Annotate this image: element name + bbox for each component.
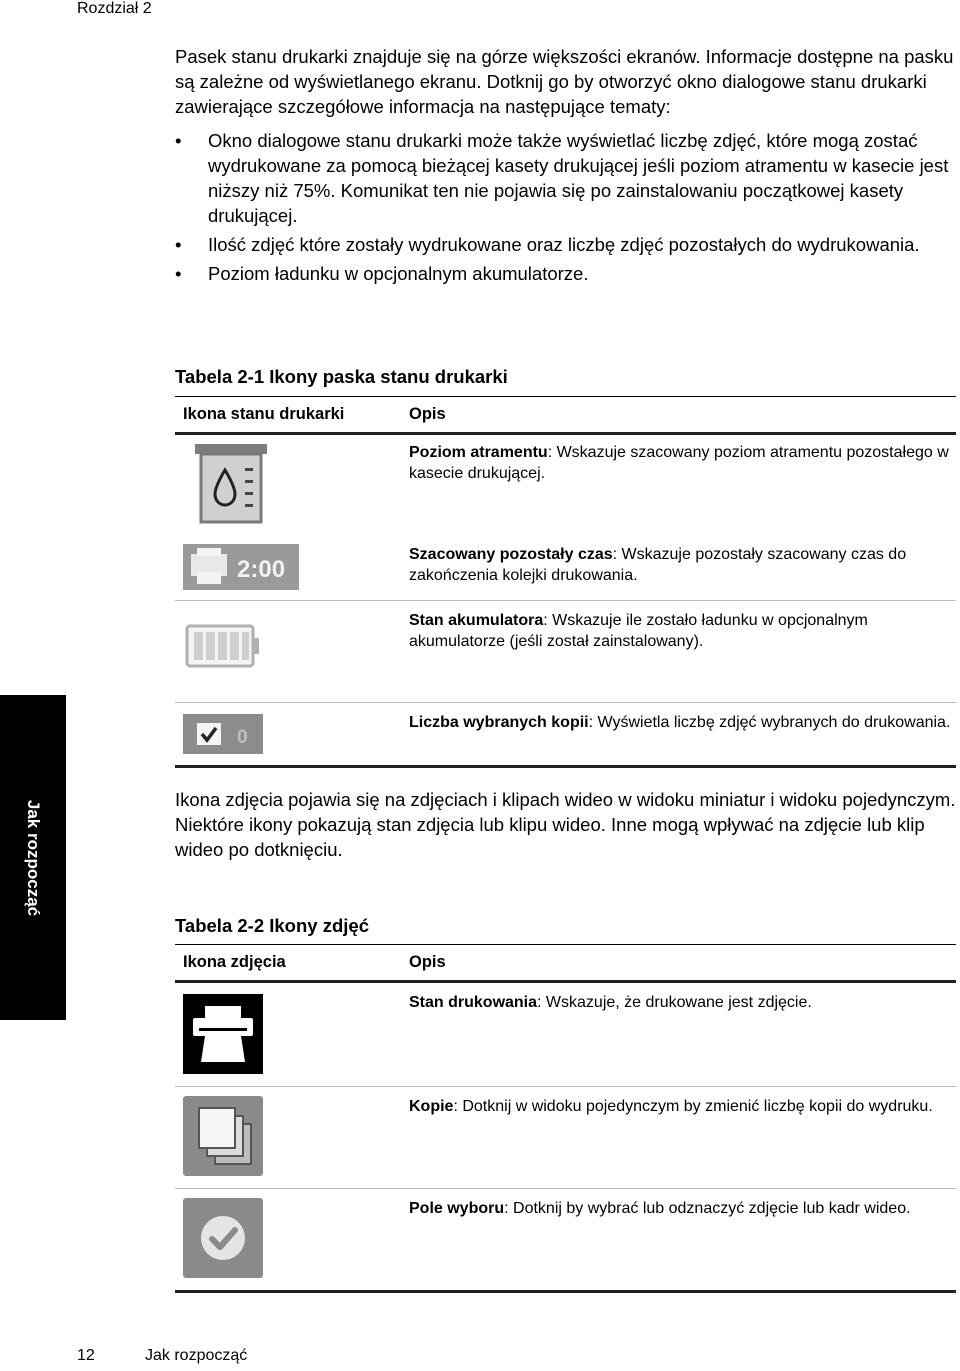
row-term: Szacowany pozostały czas: [409, 546, 613, 563]
copies-icon: [183, 1096, 263, 1176]
row-description: [409, 544, 954, 586]
row-divider: [175, 702, 956, 703]
table-row: [175, 536, 956, 598]
table2-col-desc: Opis: [409, 953, 446, 971]
row-divider: [175, 1188, 956, 1189]
chapter-header: Rozdział 2: [77, 0, 152, 17]
table2-bottom-rule: [175, 1290, 956, 1293]
selected-copies-icon: [183, 714, 263, 754]
row-description: [409, 1096, 954, 1117]
print-status-icon: [183, 994, 263, 1074]
table2-header: [175, 944, 956, 983]
table-row: [175, 1192, 956, 1284]
row-text: : Wskazuje szacowany poziom atramentu pozostałego w kasecie drukującej.: [409, 444, 949, 482]
row-description: [409, 610, 954, 652]
bullet-text: Okno dialogowe stanu drukarki może także wyświetlać liczbę zdjęć, które mogą zostać wydrukowane za pomocą bieżącej kasety drukującej jeśli poziom atramentu w kasecie jest niższy niż 75%. Komunikat ten nie pojawia się po zainstalowaniu początkowej kasety drukującej.: [208, 130, 949, 226]
list-item: [175, 261, 960, 286]
table-row: [175, 1090, 956, 1180]
row-divider: [175, 1086, 956, 1087]
row-text: : Dotknij by wybrać lub odznaczyć zdjęcie lub kadr wideo.: [504, 1200, 911, 1217]
list-item: [175, 128, 960, 228]
row-divider: [175, 600, 956, 601]
table1-col-icon: Ikona stanu drukarki: [183, 405, 345, 423]
table-row: [175, 984, 956, 1076]
chapter-side-tab: [0, 695, 66, 1020]
bullet-marker: •: [175, 263, 182, 284]
footer-section: Jak rozpocząć: [145, 1347, 248, 1364]
row-text: : Dotknij w widoku pojedynczym by zmienić liczbę kopii do wydruku.: [453, 1098, 933, 1115]
table1-col-desc: Opis: [409, 405, 446, 423]
row-description: [409, 1198, 954, 1219]
table-row: [175, 704, 956, 764]
table-row: [175, 436, 956, 526]
bullet-marker: •: [175, 130, 182, 151]
page-number: 12: [77, 1347, 95, 1364]
row-term: Stan drukowania: [409, 994, 538, 1011]
photo-icon-paragraph: Ikona zdjęcia pojawia się na zdjęciach i klipach wideo w widoku miniatur i widoku pojedynczym. Niektóre ikony pokazują stan zdjęcia lub klipu wideo. Inne mogą wpływać na zdjęcie lub klip wideo po dotknięciu.: [175, 789, 956, 860]
row-text: : Wskazuje ile zostało ładunku w opcjonalnym akumulatorze (jeśli został zainstalowany).: [409, 612, 868, 650]
table-row: [175, 602, 956, 690]
table1-caption: Tabela 2-1 Ikony paska stanu drukarki: [175, 366, 508, 387]
row-term: Kopie: [409, 1098, 454, 1115]
row-term: Stan akumulatora: [409, 612, 544, 629]
table2-col-icon: Ikona zdjęcia: [183, 953, 286, 971]
battery-icon: [185, 622, 261, 670]
row-description: [409, 712, 954, 733]
time-label: 2:00: [237, 556, 286, 583]
bullet-text: Ilość zdjęć które zostały wydrukowane oraz liczbę zdjęć pozostałych do wydrukowania.: [208, 234, 920, 255]
bullet-list: [175, 128, 960, 290]
list-item: [175, 232, 960, 257]
row-term: Liczba wybranych kopii: [409, 714, 589, 731]
copies-count-label: 0: [237, 727, 248, 748]
row-term: Poziom atramentu: [409, 444, 548, 461]
row-term: Pole wyboru: [409, 1200, 505, 1217]
printer-time-icon: [183, 544, 299, 590]
side-tab-label: Jak rozpocząć: [24, 799, 43, 916]
ink-level-icon: [195, 444, 267, 524]
row-text: : Wskazuje, że drukowane jest zdjęcie.: [537, 994, 812, 1011]
bullet-marker: •: [175, 234, 182, 255]
row-text: : Wyświetla liczbę zdjęć wybranych do drukowania.: [588, 714, 951, 731]
row-description: [409, 442, 954, 484]
row-text: : Wskazuje pozostały szacowany czas do zakończenia kolejki drukowania.: [409, 546, 907, 584]
table1-header: [175, 396, 956, 435]
table1-bottom-rule: [175, 765, 956, 768]
bullet-text: Poziom ładunku w opcjonalnym akumulatorze.: [208, 263, 589, 284]
table2-caption: Tabela 2-2 Ikony zdjęć: [175, 915, 369, 936]
selection-checkbox-icon: [183, 1198, 263, 1278]
intro-paragraph: Pasek stanu drukarki znajduje się na górze większości ekranów. Informacje dostępne na pasku są zależne od wyświetlanego ekranu. Dotknij go by otworzyć okno dialogowe stanu drukarki zawierające szczegółowe informacja na następujące tematy:: [175, 46, 954, 117]
row-description: [409, 992, 954, 1013]
